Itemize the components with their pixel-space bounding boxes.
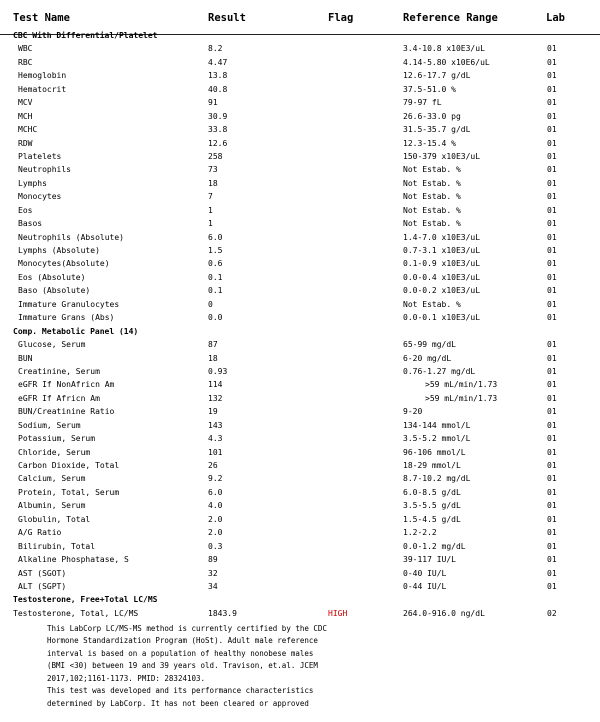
result-value: 32: [208, 568, 218, 578]
lab-code: 01: [547, 487, 557, 497]
test-name: Potassium, Serum: [18, 434, 96, 444]
reference-range: 6.0-8.5 g/dL: [403, 487, 461, 497]
result-value: 143: [208, 420, 223, 430]
reference-range: 1.4-7.0 x10E3/uL: [403, 232, 481, 242]
result-row: [0, 472, 600, 485]
section-header: [0, 593, 600, 606]
reference-range: 0-40 IU/L: [403, 568, 447, 578]
test-name: eGFR If Africn Am: [18, 393, 100, 403]
reference-range: 0.0-0.1 x10E3/uL: [403, 313, 481, 323]
result-value: 33.8: [208, 125, 228, 135]
reference-range: 3.5-5.2 mmol/L: [403, 434, 471, 444]
result-value: 13.8: [208, 71, 228, 81]
result-row: [0, 110, 600, 123]
result-row: [0, 204, 600, 217]
result-value: 0.93: [208, 366, 228, 376]
test-name: WBC: [18, 44, 33, 54]
test-name: BUN/Creatinine Ratio: [18, 407, 115, 417]
header-test-name: Test Name: [13, 12, 70, 24]
result-row: [0, 96, 600, 109]
result-value: 0.1: [208, 286, 223, 296]
result-row: [0, 244, 600, 257]
result-value: 114: [208, 380, 223, 390]
result-row: [0, 311, 600, 324]
reference-range: Not Estab. %: [403, 192, 461, 202]
reference-range: 3.5-5.5 g/dL: [403, 501, 461, 511]
test-name: Neutrophils (Absolute): [18, 232, 124, 242]
result-row: [0, 553, 600, 566]
result-row: [0, 257, 600, 270]
note-line: This test was developed and its performance characteristics: [47, 686, 314, 696]
lab-code: 01: [547, 57, 557, 67]
result-value: 18: [208, 353, 218, 363]
result-value: 34: [208, 581, 218, 591]
test-name: AST (SGOT): [18, 568, 67, 578]
result-row: [0, 459, 600, 472]
result-value: 4.3: [208, 434, 223, 444]
lab-code: 01: [547, 581, 557, 591]
test-name: Carbon Dioxide, Total: [18, 461, 120, 470]
reference-range: 31.5-35.7 g/dL: [403, 125, 471, 135]
test-name: Immature Grans (Abs): [18, 313, 115, 323]
result-row: [0, 392, 600, 405]
header-flag: Flag: [328, 12, 354, 24]
reference-range: 9-20: [403, 407, 423, 417]
result-row: [0, 352, 600, 365]
result-value: 40.8: [208, 84, 228, 94]
result-value: 0.3: [208, 541, 223, 551]
lab-code: 01: [547, 98, 557, 108]
lab-code: 01: [547, 84, 557, 94]
reference-range: 0.0-0.4 x10E3/uL: [403, 272, 481, 282]
result-value: 91: [208, 98, 218, 108]
result-value: 2.0: [208, 528, 223, 538]
test-name: Immature Granulocytes: [18, 299, 120, 309]
test-name: Bilirubin, Total: [18, 541, 96, 551]
result-value: 9.2: [208, 474, 223, 484]
result-value: 87: [208, 340, 218, 350]
result-value: 101: [208, 447, 223, 457]
result-value: 0.1: [208, 272, 223, 282]
result-row: [0, 69, 600, 82]
test-name: Testosterone, Total, LC/MS: [13, 608, 139, 618]
result-row: [0, 231, 600, 244]
note-line: This LabCorp LC/MS-MS method is currently certified by the CDC: [47, 623, 327, 633]
reference-range: 0.7-3.1 x10E3/uL: [403, 246, 481, 255]
result-row: [0, 284, 600, 297]
result-value: 4.0: [208, 501, 223, 511]
note-line: (BMI <30) between 19 and 39 years old. Travison, et.al. JCEM: [47, 661, 318, 671]
reference-range: Not Estab. %: [403, 165, 461, 175]
result-row: [0, 217, 600, 230]
reference-range: 37.5-51.0 %: [403, 84, 456, 94]
reference-range: 1.2-2.2: [403, 528, 437, 538]
result-value: 26: [208, 461, 218, 470]
reference-range: Not Estab. %: [403, 178, 461, 188]
result-row: [0, 163, 600, 176]
lab-code: 01: [547, 353, 557, 363]
test-name: MCV: [18, 98, 33, 108]
lab-code: 01: [547, 528, 557, 538]
lab-code: 01: [547, 555, 557, 565]
section-header: [0, 29, 600, 42]
reference-range: 26.6-33.0 pg: [403, 111, 461, 121]
reference-range: 0.76-1.27 mg/dL: [403, 366, 476, 376]
lab-code: 01: [547, 474, 557, 484]
lab-code: 01: [547, 393, 557, 403]
reference-range: 1.5-4.5 g/dL: [403, 514, 461, 524]
note-line: determined by LabCorp. It has not been cleared or approved: [47, 698, 309, 708]
lab-code: 01: [547, 461, 557, 470]
result-value: 18: [208, 178, 218, 188]
result-row: [0, 419, 600, 432]
test-name: Basos: [18, 219, 43, 229]
result-value: 19: [208, 407, 218, 417]
result-value: 6.0: [208, 487, 223, 497]
result-value: 132: [208, 393, 223, 403]
test-name: Neutrophils: [18, 165, 71, 175]
reference-range: 3.4-10.8 x10E3/uL: [403, 44, 485, 54]
result-row: [0, 365, 600, 378]
result-row: [0, 526, 600, 539]
reference-range: 12.3-15.4 %: [403, 138, 456, 148]
result-row: [0, 338, 600, 351]
result-row: [0, 486, 600, 499]
test-name: Sodium, Serum: [18, 420, 81, 430]
reference-range: 96-106 mmol/L: [403, 447, 466, 457]
result-row: [0, 446, 600, 459]
result-value: 6.0: [208, 232, 223, 242]
test-name: Eos: [18, 205, 33, 215]
result-row: [0, 271, 600, 284]
result-value: 7: [208, 192, 213, 202]
flag: HIGH: [328, 608, 348, 618]
result-value: 4.47: [208, 57, 228, 67]
header-reference-range: Reference Range: [403, 12, 498, 24]
result-row: [0, 540, 600, 553]
note-line: interval is based on a population of healthy nonobese males: [47, 648, 314, 658]
test-name: Eos (Absolute): [18, 272, 86, 282]
reference-range: 4.14-5.80 x10E6/uL: [403, 57, 490, 67]
lab-code: 01: [547, 205, 557, 215]
lab-code: 01: [547, 447, 557, 457]
result-value: 2.0: [208, 514, 223, 524]
test-name: RDW: [18, 138, 33, 148]
test-name: Albumin, Serum: [18, 501, 86, 511]
test-name: MCHC: [18, 125, 38, 135]
result-row: [0, 42, 600, 55]
reference-range: 79-97 fL: [403, 98, 442, 108]
test-name: Chloride, Serum: [18, 447, 91, 457]
section-title: Testosterone, Free+Total LC/MS: [13, 595, 158, 605]
reference-range: 39-117 IU/L: [403, 555, 456, 565]
lab-code: 01: [547, 286, 557, 296]
result-row: [0, 432, 600, 445]
lab-code: 01: [547, 299, 557, 309]
result-value: 89: [208, 555, 218, 565]
test-name: Lymphs: [18, 178, 47, 188]
reference-range: 134-144 mmol/L: [403, 420, 471, 430]
lab-code: 01: [547, 232, 557, 242]
test-name: Lymphs (Absolute): [18, 246, 100, 255]
lab-code: 01: [547, 501, 557, 511]
result-row: [0, 513, 600, 526]
lab-code: 01: [547, 219, 557, 229]
reference-range: 65-99 mg/dL: [403, 340, 456, 350]
result-row: [0, 83, 600, 96]
result-value: 0: [208, 299, 213, 309]
result-value: 12.6: [208, 138, 228, 148]
result-row: [0, 580, 600, 593]
result-value: 1: [208, 205, 213, 215]
test-name: Hematocrit: [18, 84, 67, 94]
test-name: RBC: [18, 57, 33, 67]
result-row: [0, 607, 600, 620]
note-line: Hormone Standardization Program (HoSt). Adult male reference: [47, 636, 318, 646]
results-table: [0, 29, 600, 620]
result-value: 30.9: [208, 111, 228, 121]
lab-code: 01: [547, 125, 557, 135]
lab-code: 01: [547, 340, 557, 350]
test-name: Calcium, Serum: [18, 474, 86, 484]
test-name: Hemoglobin: [18, 71, 67, 81]
result-row: [0, 567, 600, 580]
lab-code: 01: [547, 420, 557, 430]
lab-code: 01: [547, 111, 557, 121]
header-lab: Lab: [546, 12, 565, 24]
lab-code: 01: [547, 246, 557, 255]
test-name: Alkaline Phosphatase, S: [18, 555, 129, 565]
result-row: [0, 56, 600, 69]
lab-code: 01: [547, 434, 557, 444]
test-name: ALT (SGPT): [18, 581, 67, 591]
reference-range: Not Estab. %: [403, 219, 461, 229]
reference-range: 12.6-17.7 g/dL: [403, 71, 471, 81]
lab-code: 01: [547, 71, 557, 81]
reference-range: 0.0-0.2 x10E3/uL: [403, 286, 481, 296]
lab-code: 01: [547, 313, 557, 323]
test-name: Monocytes(Absolute): [18, 259, 110, 269]
result-value: 1843.9: [208, 608, 237, 618]
section-header: [0, 325, 600, 338]
result-value: 0.0: [208, 313, 223, 323]
result-row: [0, 499, 600, 512]
reference-range: 150-379 x10E3/uL: [403, 151, 481, 161]
lab-code: 01: [547, 165, 557, 175]
test-name: Protein, Total, Serum: [18, 487, 120, 497]
reference-range: 0-44 IU/L: [403, 581, 447, 591]
header-result: Result: [208, 12, 246, 24]
lab-code: 01: [547, 259, 557, 269]
result-row: [0, 150, 600, 163]
reference-range: Not Estab. %: [403, 205, 461, 215]
test-name: Platelets: [18, 151, 62, 161]
reference-range: >59 mL/min/1.73: [425, 380, 498, 390]
reference-range: 6-20 mg/dL: [403, 353, 452, 363]
test-name: eGFR If NonAfricn Am: [18, 380, 115, 390]
lab-code: 01: [547, 366, 557, 376]
reference-range: 8.7-10.2 mg/dL: [403, 474, 471, 484]
lab-code: 02: [547, 608, 557, 618]
reference-range: 18-29 mmol/L: [403, 461, 461, 470]
test-name: Monocytes: [18, 192, 62, 202]
result-row: [0, 137, 600, 150]
test-name: A/G Ratio: [18, 528, 62, 538]
test-name: Glucose, Serum: [18, 340, 86, 350]
result-value: 1: [208, 219, 213, 229]
lab-code: 01: [547, 272, 557, 282]
result-row: [0, 177, 600, 190]
lab-code: 01: [547, 178, 557, 188]
result-row: [0, 378, 600, 391]
reference-range: Not Estab. %: [403, 299, 461, 309]
result-value: 8.2: [208, 44, 223, 54]
lab-code: 01: [547, 407, 557, 417]
result-value: 258: [208, 151, 223, 161]
result-value: 73: [208, 165, 218, 175]
result-row: [0, 123, 600, 136]
lab-code: 01: [547, 44, 557, 54]
lab-code: 01: [547, 192, 557, 202]
reference-range: 264.0-916.0 ng/dL: [403, 608, 485, 618]
note-line: 2017,102;1161-1173. PMID: 28324103.: [47, 673, 206, 683]
section-title: CBC With Differential/Platelet: [13, 31, 158, 40]
test-name: Globulin, Total: [18, 514, 91, 524]
result-row: [0, 190, 600, 203]
test-name: Creatinine, Serum: [18, 366, 100, 376]
reference-range: 0.1-0.9 x10E3/uL: [403, 259, 481, 269]
reference-range: >59 mL/min/1.73: [425, 393, 498, 403]
lab-code: 01: [547, 138, 557, 148]
lab-code: 01: [547, 568, 557, 578]
section-title: Comp. Metabolic Panel (14): [13, 326, 139, 336]
result-row: [0, 298, 600, 311]
lab-code: 01: [547, 380, 557, 390]
lab-code: 01: [547, 151, 557, 161]
result-value: 1.5: [208, 246, 223, 255]
test-name: Baso (Absolute): [18, 286, 91, 296]
test-name: BUN: [18, 353, 33, 363]
reference-range: 0.0-1.2 mg/dL: [403, 541, 466, 551]
lab-code: 01: [547, 514, 557, 524]
result-value: 0.6: [208, 259, 223, 269]
test-name: MCH: [18, 111, 33, 121]
lab-code: 01: [547, 541, 557, 551]
result-row: [0, 405, 600, 418]
